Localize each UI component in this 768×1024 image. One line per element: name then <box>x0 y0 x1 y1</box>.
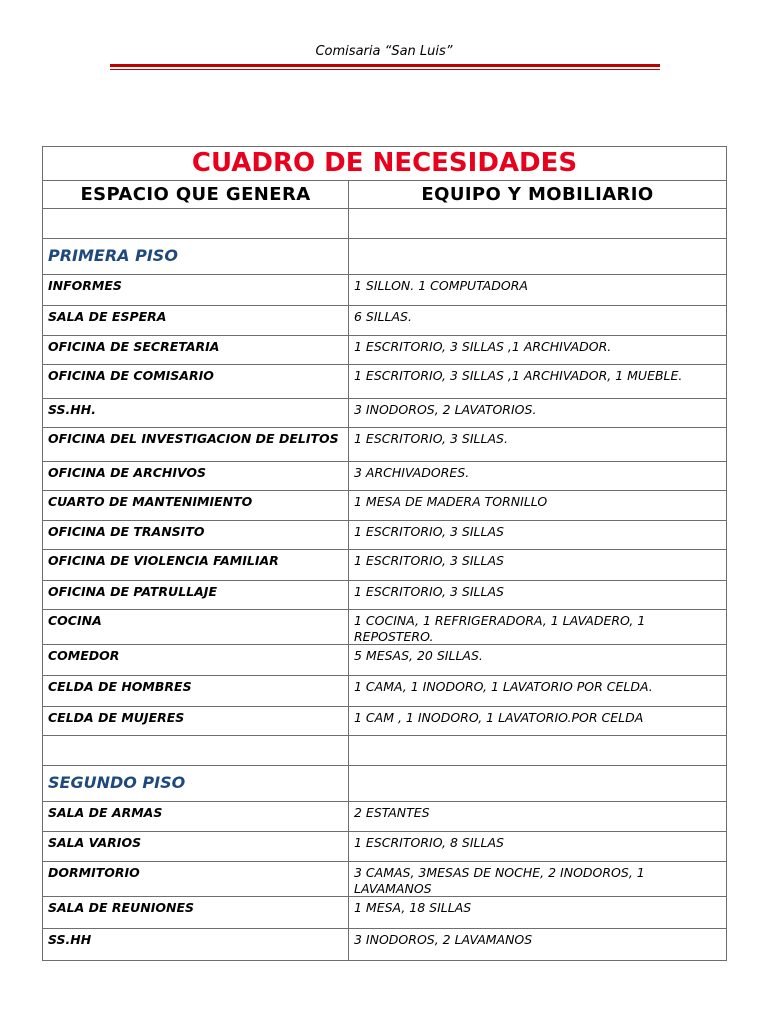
equipment-cell: 1 ESCRITORIO, 3 SILLAS <box>349 550 727 581</box>
space-name-cell: INFORMES <box>43 275 349 306</box>
table-row <box>43 491 727 521</box>
table-row <box>43 802 727 832</box>
space-name-cell: OFICINA DE PATRULLAJE <box>43 581 349 610</box>
page-header-title: Comisaria “San Luis” <box>315 44 453 59</box>
space-name-cell: SS.HH. <box>43 399 349 428</box>
equipment-cell: 3 INODOROS, 2 LAVAMANOS <box>349 929 727 961</box>
equipment-cell: 1 ESCRITORIO, 3 SILLAS <box>349 581 727 610</box>
table-title-row <box>43 147 727 181</box>
blank-cell <box>349 209 727 239</box>
space-name-cell: CUARTO DE MANTENIMIENTO <box>43 491 349 521</box>
table-row <box>43 581 727 610</box>
space-name-cell: SALA DE ESPERA <box>43 306 349 336</box>
equipment-cell: 1 ESCRITORIO, 3 SILLAS. <box>349 428 727 462</box>
header-divider-thin <box>110 69 660 70</box>
equipment-cell: 1 ESCRITORIO, 8 SILLAS <box>349 832 727 862</box>
table-row <box>43 336 727 365</box>
equipment-cell: 1 MESA DE MADERA TORNILLO <box>349 491 727 521</box>
table-row <box>43 365 727 399</box>
floor-2-rows <box>43 802 727 961</box>
equipment-cell: 2 ESTANTES <box>349 802 727 832</box>
table-row <box>43 610 727 645</box>
equipment-cell: 1 ESCRITORIO, 3 SILLAS ,1 ARCHIVADOR, 1 MUEBLE. <box>349 365 727 399</box>
column-header-row <box>43 181 727 209</box>
section-row-floor-2 <box>43 766 727 802</box>
equipment-cell: 1 MESA, 18 SILLAS <box>349 897 727 929</box>
equipment-cell: 3 ARCHIVADORES. <box>349 462 727 491</box>
blank-cell <box>349 239 727 275</box>
column-header-equipment: EQUIPO Y MOBILIARIO <box>349 181 727 209</box>
space-name-cell: OFICINA DE COMISARIO <box>43 365 349 399</box>
table-row <box>43 897 727 929</box>
equipment-cell: 3 INODOROS, 2 LAVATORIOS. <box>349 399 727 428</box>
space-name-cell: OFICINA DE ARCHIVOS <box>43 462 349 491</box>
blank-cell <box>349 736 727 766</box>
equipment-cell: 6 SILLAS. <box>349 306 727 336</box>
table-row <box>43 929 727 961</box>
needs-table <box>42 146 727 961</box>
equipment-cell: 1 COCINA, 1 REFRIGERADORA, 1 LAVADERO, 1 REPOSTERO. <box>349 610 727 645</box>
equipment-cell: 1 CAM , 1 INODORO, 1 LAVATORIO.POR CELDA <box>349 707 727 736</box>
space-name-cell: COCINA <box>43 610 349 645</box>
table-row <box>43 306 727 336</box>
table-row <box>43 832 727 862</box>
blank-cell <box>43 736 349 766</box>
table-row <box>43 428 727 462</box>
table-row <box>43 707 727 736</box>
equipment-cell: 5 MESAS, 20 SILLAS. <box>349 645 727 676</box>
space-name-cell: CELDA DE MUJERES <box>43 707 349 736</box>
table-row <box>43 462 727 491</box>
header-divider <box>110 64 660 67</box>
space-name-cell: DORMITORIO <box>43 862 349 897</box>
table-row <box>43 645 727 676</box>
blank-row <box>43 209 727 239</box>
equipment-cell: 1 ESCRITORIO, 3 SILLAS ,1 ARCHIVADOR. <box>349 336 727 365</box>
equipment-cell: 3 CAMAS, 3MESAS DE NOCHE, 2 INODOROS, 1 LAVAMANOS <box>349 862 727 897</box>
space-name-cell: COMEDOR <box>43 645 349 676</box>
blank-cell <box>349 766 727 802</box>
table-row <box>43 521 727 550</box>
space-name-cell: SALA DE REUNIONES <box>43 897 349 929</box>
space-name-cell: SS.HH <box>43 929 349 961</box>
floor-1-rows <box>43 275 727 736</box>
table-row <box>43 862 727 897</box>
section-label-floor-1: PRIMERA PISO <box>43 239 349 275</box>
space-name-cell: CELDA DE HOMBRES <box>43 676 349 707</box>
column-header-space: ESPACIO QUE GENERA <box>43 181 349 209</box>
space-name-cell: SALA VARIOS <box>43 832 349 862</box>
section-row-floor-1 <box>43 239 727 275</box>
equipment-cell: 1 CAMA, 1 INODORO, 1 LAVATORIO POR CELDA. <box>349 676 727 707</box>
space-name-cell: OFICINA DEL INVESTIGACION DE DELITOS <box>43 428 349 462</box>
equipment-cell: 1 SILLON. 1 COMPUTADORA <box>349 275 727 306</box>
space-name-cell: OFICINA DE VIOLENCIA FAMILIAR <box>43 550 349 581</box>
space-name-cell: OFICINA DE SECRETARIA <box>43 336 349 365</box>
blank-row <box>43 736 727 766</box>
section-label-floor-2: SEGUNDO PISO <box>43 766 349 802</box>
table-title: CUADRO DE NECESIDADES <box>43 147 727 181</box>
space-name-cell: OFICINA DE TRANSITO <box>43 521 349 550</box>
blank-cell <box>43 209 349 239</box>
equipment-cell: 1 ESCRITORIO, 3 SILLAS <box>349 521 727 550</box>
space-name-cell: SALA DE ARMAS <box>43 802 349 832</box>
table-row <box>43 399 727 428</box>
table-row <box>43 275 727 306</box>
table-row <box>43 676 727 707</box>
table-row <box>43 550 727 581</box>
